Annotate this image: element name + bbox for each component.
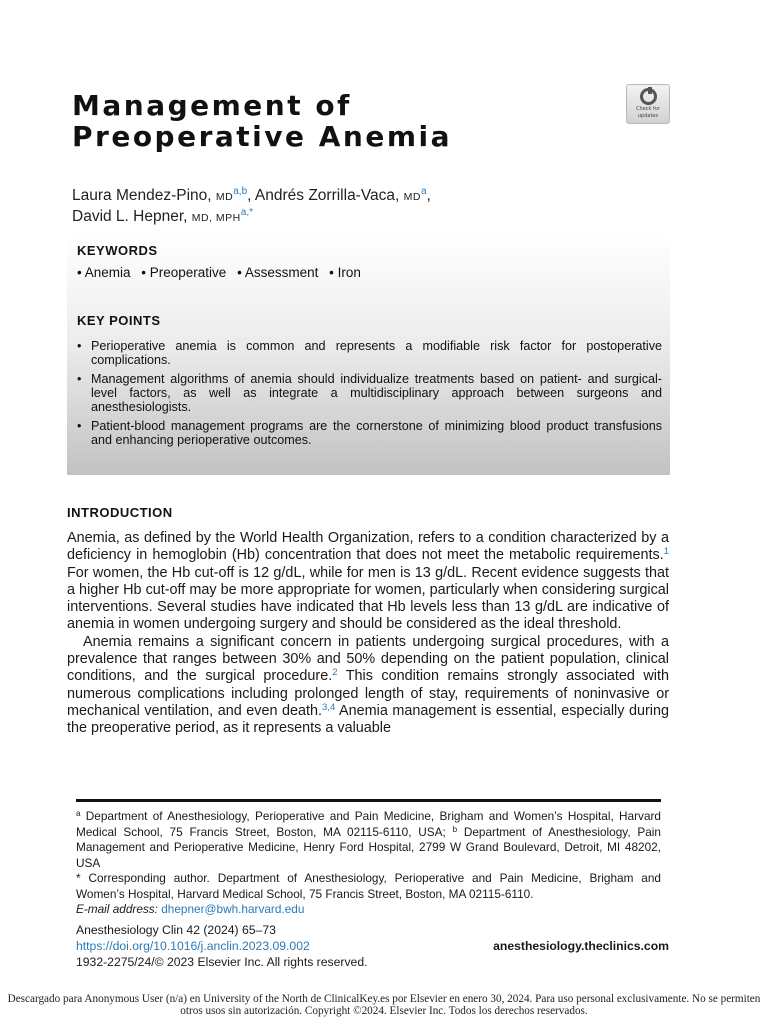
keyword-item: • Iron (329, 265, 361, 280)
check-updates-icon (640, 88, 657, 105)
title-line-1: Management of (72, 89, 352, 122)
check-for-updates-badge[interactable] (626, 84, 670, 124)
keyword-list (77, 265, 368, 280)
badge-text-1: Check for (636, 106, 660, 112)
affiliation-ref: a,* (240, 207, 253, 218)
key-points-heading: KEY POINTS (77, 313, 161, 328)
reference-link[interactable]: 2 (332, 667, 338, 679)
badge-text-2: updates (637, 113, 659, 119)
affiliation-ref: a,b (233, 186, 248, 197)
keyword-item: • Assessment (237, 265, 319, 280)
author-1: Laura Mendez-Pino, MD$^{a,b}$, (72, 186, 255, 204)
author-degree: MD, MPH (191, 212, 241, 224)
author-2: Andrés Zorrilla-Vaca, $MD^a$, (254, 186, 431, 204)
key-points-list (77, 339, 662, 452)
key-point-item: • Management algorithms of anemia should individualize treatments based on patient- and surgical-level factors, as well as integrate a multidisciplinary approach between surgeons and anesthesiologists. (77, 372, 662, 414)
keywords-heading: KEYWORDS (77, 243, 158, 258)
keyword-item: • Preoperative (141, 265, 227, 280)
reference-link[interactable]: 1 (663, 546, 669, 558)
author-degree: MD (403, 191, 421, 203)
reference-link[interactable]: 3,4 (322, 701, 336, 713)
email-link[interactable]: dhepner@bwh.harvard.edu (161, 902, 305, 916)
journal-site[interactable]: anesthesiology.theclinics.com (493, 939, 669, 953)
download-notice: Descargado para Anonymous User (n/a) en University of the North de ClinicalKey.es por Elsevier en enero 30, 2024. Para uso personal exclusivamente. No se permiten otros usos sin autorización. Copyright ©2024. Elsevier Inc. Todos los derechos reservados. (7, 993, 761, 1017)
paragraph-2: Anemia remains a significant concern in patients undergoing surgical procedures, with a prevalence that ranges between 30% and 50% depending on the patient population, clinical conditions, and the surgical procedure.$^2$ This condition remains strongly associated with numerous complications including prolonged length of stay, requirements of noninvasive or mechanical ventilation, and even death.$^{3,4}$ Anemia management is essential, especially during the preoperative period, as it represents a valuable (67, 633, 669, 737)
keywords-keypoints-box (67, 234, 670, 475)
title-line-2: Preoperative Anemia (72, 120, 453, 153)
affiliations: $^a$ Department of Anesthesiology, Perioperative and Pain Medicine, Brigham and Women’s Hospital, Harvard Medical School, 75 Francis Street, Boston, MA 02115-6110, USA; $^b$ Department of Anesthesiology, Pain Management and Perioperative Medicine, Henry Ford Hospital, 2799 W Grand Boulevard, Detroit, MI 48202, USA (76, 809, 661, 870)
key-point-item: • Perioperative anemia is common and represents a modifiable risk factor for postoperative complications. (77, 339, 662, 367)
doi-link[interactable]: https://doi.org/10.1016/j.anclin.2023.09.002 (76, 939, 310, 953)
introduction-body (67, 530, 669, 738)
introduction-heading: INTRODUCTION (67, 505, 173, 520)
footnote-divider (76, 799, 661, 802)
paragraph-1: Anemia, as defined by the World Health Organization, refers to a condition characterized by a deficiency in hemoglobin (Hb) concentration that does not meet the metabolic requirements.$^1$ For women, the Hb cut-off is 12 g/dL, while for men is 13 g/dL. Recent evidence suggests that a higher Hb cut-off may be more appropriate for women, particularly when considering surgical interventions. Several studies have indicated that Hb levels less than 13 g/dL are indicative of anemia in women undergoing surgery and should be considered as the ideal threshold. (67, 530, 669, 633)
author-3: David L. Hepner, MD, $MPH^{a,*}$ (72, 207, 253, 225)
article-title (72, 90, 592, 152)
affiliation-ref: a (420, 186, 427, 197)
footnotes (76, 809, 661, 918)
copyright: 1932-2275/24/© 2023 Elsevier Inc. All rights reserved. (76, 955, 368, 969)
key-point-item: • Patient-blood management programs are the cornerstone of minimizing blood product transfusions and enhancing perioperative outcomes. (77, 419, 662, 447)
author-list (72, 186, 632, 228)
keyword-item: • Anemia (77, 265, 131, 280)
email-line: E-mail address: dhepner@bwh.harvard.edu (76, 902, 305, 916)
citation: Anesthesiology Clin 42 (2024) 65–73 (76, 923, 276, 937)
corresponding-author: * Corresponding author. Department of Anesthesiology, Perioperative and Pain Medicine, Brigham and Women’s Hospital, Harvard Medical School, 75 Francis Street, Boston, MA 02115-6110. (76, 871, 661, 901)
author-degree: MD (215, 191, 234, 203)
journal-info (76, 922, 669, 970)
